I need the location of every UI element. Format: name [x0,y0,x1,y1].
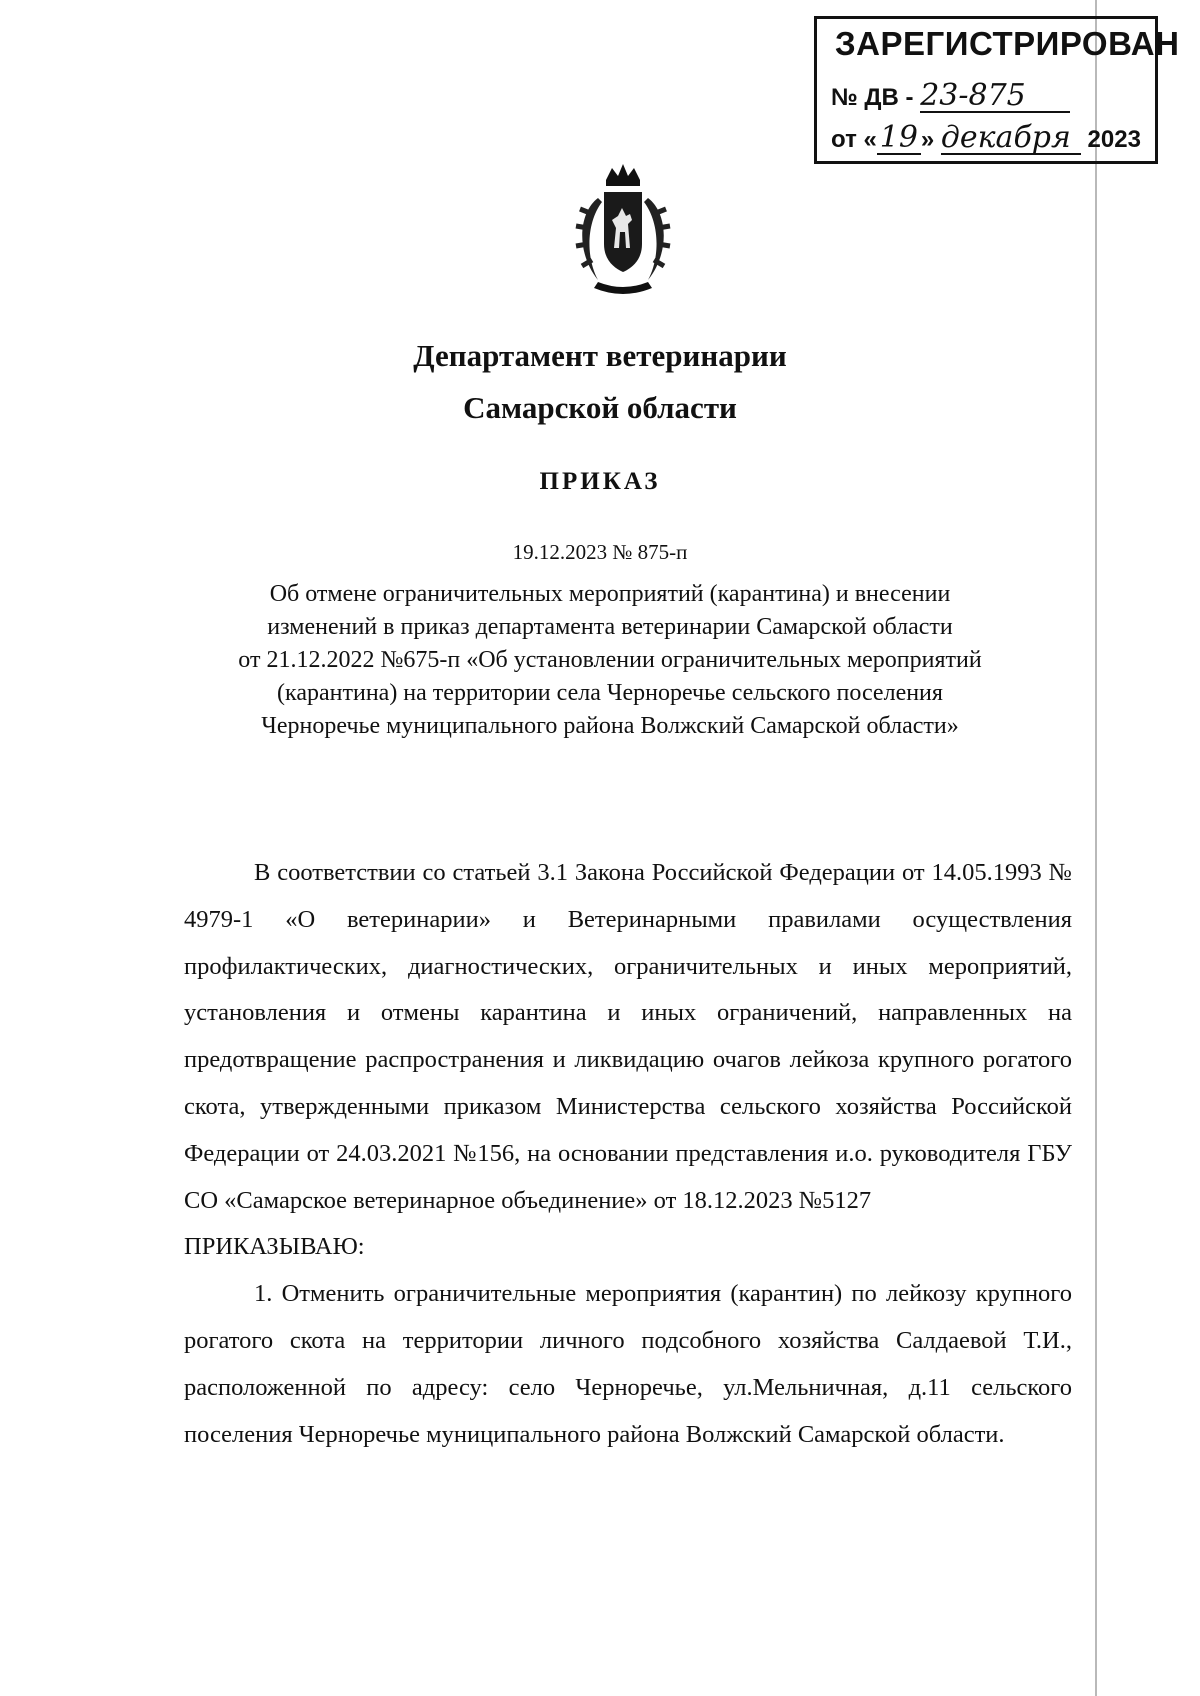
registration-stamp [814,16,1180,164]
stamp-date-day: 19 [877,123,921,155]
department-line-2: Самарской области [463,390,737,425]
preamble-paragraph: В соответствии со статьей 3.1 Закона Российской Федерации от 14.05.1993 № 4979-1 «О ветеринарии» и Ветеринарными правилами осуществления профилактических, диагностических, ограничительных и иных мероприятий, установления и отмены карантина и иных ограничений, направленных на предотвращение распространения и ликвидацию очагов лейкоза крупного рогатого скота, утвержденными приказом Министерства сельского хозяйства Российской Федерации от 24.03.2021 №156, на основании представления и.о. руководителя ГБУ СО «Самарское ветеринарное объединение» от 18.12.2023 №5127 [184,859,1072,1214]
stamp-date-row [831,120,1141,155]
order-number: 19.12.2023 № 875-п [512,540,688,564]
stamp-date-month: декабря [941,123,1081,155]
page-edge-line [1095,0,1097,1696]
order-body [184,850,1072,1458]
item-1-paragraph: 1. Отменить ограничительные мероприятия (карантин) по лейкозу крупного рогатого скота на территории личного подсобного хозяйства Салдаевой Т.И., расположенной по адресу: село Черноречье, ул.Мельничная, д.11 сельского поселения Черноречье муниципального района Волжский Самарской области. [184,1280,1072,1448]
order-title-line: Об отмене ограничительных мероприятий (карантина) и внесении [269,581,951,607]
department-line-1: Департамент ветеринарии [413,338,787,373]
stamp-date-year: 2023 [1087,126,1141,153]
order-title-line: изменений в приказ департамента ветеринарии Самарской области [267,614,953,640]
order-title-line: (карантина) на территории села Черноречье сельского поселения [277,680,943,706]
department-name [0,330,1200,434]
stamp-title: ЗАРЕГИСТРИРОВАН [835,25,1180,62]
order-title [170,578,1050,743]
order-title-line: Черноречье муниципального района Волжский Самарской области» [261,713,959,739]
document-type: ПРИКАЗ [539,468,661,495]
directive-word: ПРИКАЗЫВАЮ: [184,1233,365,1261]
coat-of-arms-icon [568,158,678,298]
stamp-date-prefix: от « [831,126,877,153]
stamp-date-mid: » [920,126,935,153]
stamp-number-handwritten: 23-875 [920,81,1070,113]
stamp-number-row [831,78,1070,113]
stamp-number-prefix: № ДВ - [831,84,914,111]
order-title-line: от 21.12.2022 №675-п «Об установлении ограничительных мероприятий [238,647,982,673]
